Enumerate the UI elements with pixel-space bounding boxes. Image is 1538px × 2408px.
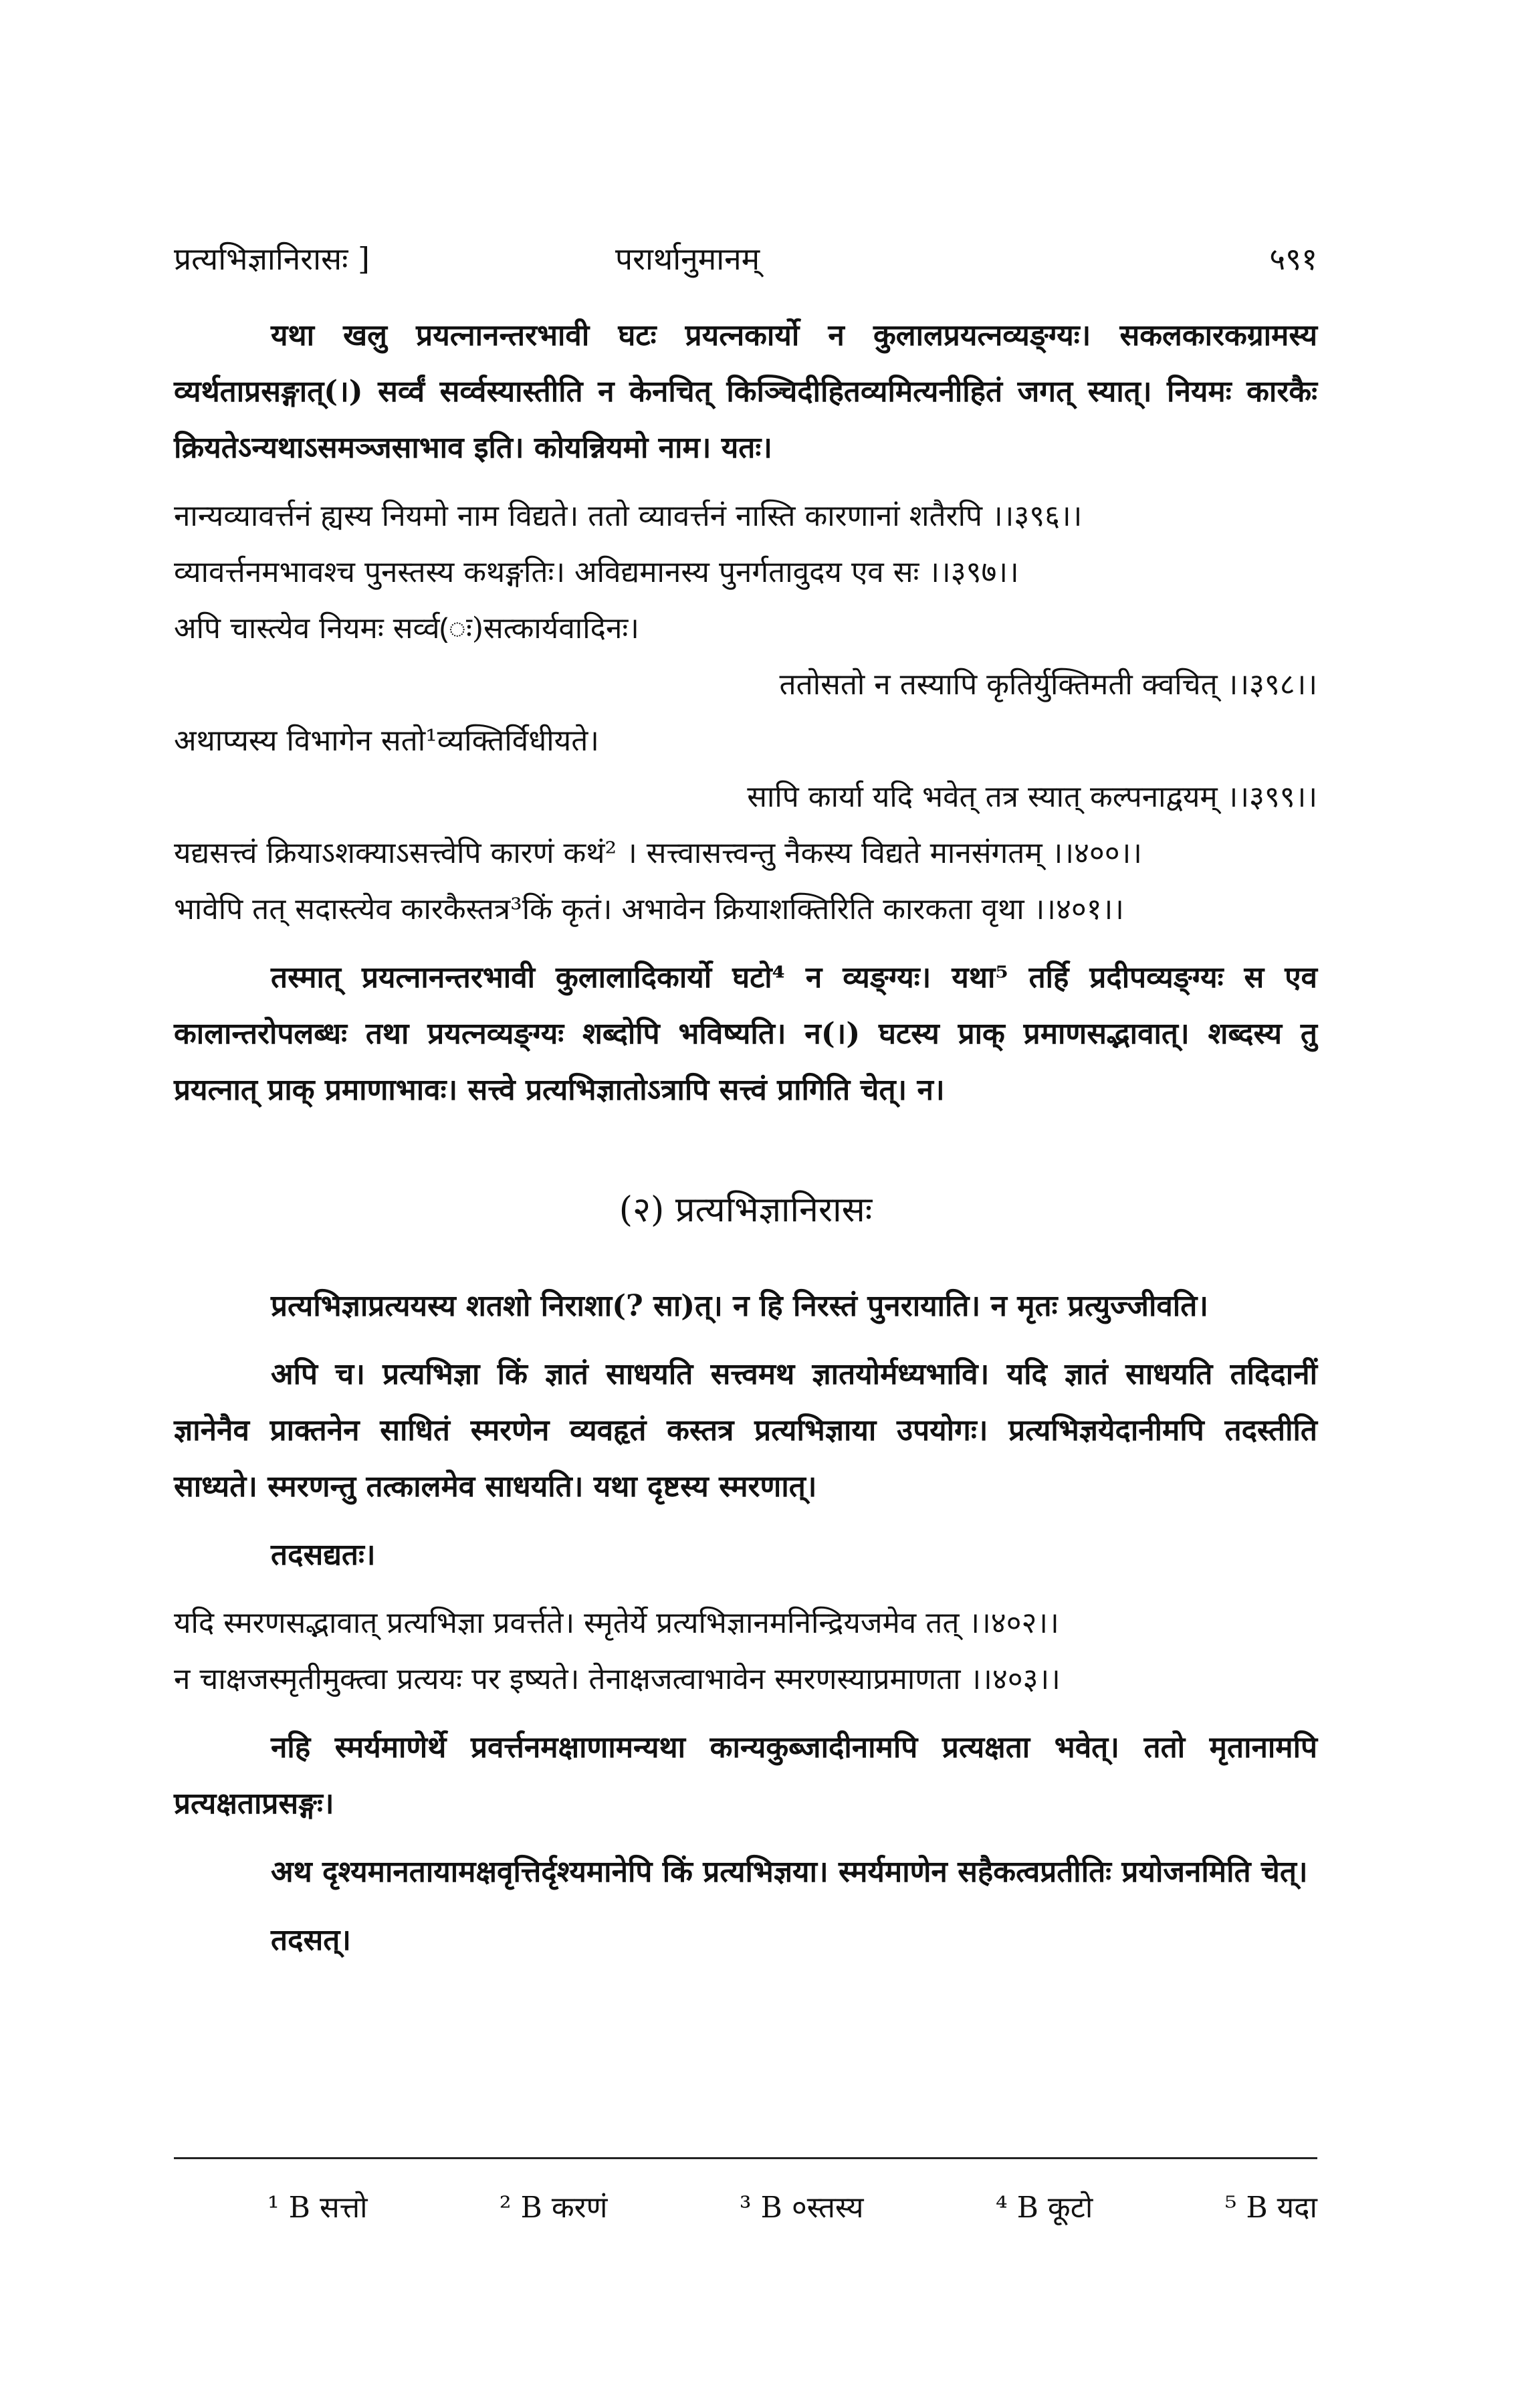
page-body <box>174 308 1317 1969</box>
footnotes <box>174 2157 1317 2226</box>
paragraph: तदसद्यतः। <box>271 1538 376 1572</box>
header-chapter: परार्थानुमानम् <box>615 241 760 277</box>
verse-line: यद्यसत्त्वं क्रियाऽशक्याऽसत्त्वेपि कारणं कथं² । सत्त्वासत्त्वन्तु नैकस्य विद्यते मानसंगतम् ।।४००।। <box>174 836 1142 870</box>
running-header <box>174 237 1317 284</box>
verse-line: सापि कार्या यदि भवेत् तत्र स्यात् कल्पनाद्वयम् ।।३९९।। <box>747 780 1317 814</box>
paragraph: अपि च। प्रत्यभिज्ञा किं ज्ञातं साधयति सत्त्वमथ ज्ञातयोर्मध्यभावि। यदि ज्ञातं साधयति तदिदानीं ज्ञानेनैव प्राक्तनेन साधितं स्मरणेन व्यवहृतं कस्तत्र प्रत्यभिज्ञाया उपयोगः। प्रत्यभिज्ञयेदानीमपि तदस्तीति साध्यते। स्मरणन्तु तत्कालमेव साधयति। यथा दृष्टस्य स्मरणात्। <box>174 1357 1317 1504</box>
footnote: ² B करणं <box>499 2191 608 2225</box>
paragraph: तदसत्। <box>271 1923 351 1957</box>
paragraph: अथ दृश्यमानतायामक्षवृत्तिर्दृश्यमानेपि किं प्रत्यभिज्ञया। स्मर्यमाणेन सहैकत्वप्रतीतिः प्रयोजनमिति चेत्। <box>271 1855 1308 1889</box>
page-number: ५९१ <box>1269 241 1317 277</box>
footnote: ⁴ B कूटो <box>995 2191 1093 2225</box>
verse-line: अथाप्यस्य विभागेन सतो¹व्यक्तिर्विधीयते। <box>174 724 599 758</box>
verse-line: व्यावर्त्तनमभावश्च पुनस्तस्य कथङ्गतिः। अविद्यमानस्य पुनर्गतावुदय एव सः ।।३९७।। <box>174 555 1019 589</box>
footnote: ³ B ०स्तस्य <box>739 2191 864 2225</box>
paragraph: नहि स्मर्यमाणेर्थे प्रवर्त्तनमक्षाणामन्यथा कान्यकुब्जादीनामपि प्रत्यक्षता भवेत्। ततो मृतानामपि प्रत्यक्षताप्रसङ्गः। <box>174 1730 1317 1821</box>
footnote: ¹ B सत्तो <box>267 2191 368 2225</box>
verse-line: अपि चास्त्येव नियमः सर्व्व(ः)सत्कार्यवादिनः। <box>174 611 639 645</box>
paragraph: प्रत्यभिज्ञाप्रत्ययस्य शतशो निराशा(? सा)त्। न हि निरस्तं पुनरायाति। न मृतः प्रत्युज्जीवति। <box>271 1289 1208 1323</box>
section-title: (२) प्रत्यभिज्ञानिरासः <box>619 1190 873 1230</box>
verse-line: यदि स्मरणसद्भावात् प्रत्यभिज्ञा प्रवर्त्तते। स्मृतेर्ये प्रत्यभिज्ञानमनिन्द्रियजमेव तत् ।।४०२।। <box>174 1606 1059 1640</box>
verse-line: न चाक्षजस्मृतीमुक्त्वा प्रत्ययः पर इष्यते। तेनाक्षजत्वाभावेन स्मरणस्याप्रमाणता ।।४०३।। <box>174 1662 1061 1696</box>
paragraph: तस्मात् प्रयत्नानन्तरभावी कुलालादिकार्यो घटो⁴ न व्यङ्ग्यः। यथा⁵ तर्हि प्रदीपव्यङ्ग्यः स एव कालान्तरोपलब्धः तथा प्रयत्नव्यङ्ग्यः शब्दोपि भविष्यति। न(।) घटस्य प्राक् प्रमाणसद्भावात्। शब्दस्य तु प्रयत्नात् प्राक् प्रमाणाभावः। सत्त्वे प्रत्यभिज्ञातोऽत्रापि सत्त्वं प्रागिति चेत्। न। <box>174 961 1317 1107</box>
paragraph: यथा खलु प्रयत्नानन्तरभावी घटः प्रयत्नकार्यो न कुलालप्रयत्नव्यङ्ग्यः। सकलकारकग्रामस्य व्यर्थताप्रसङ्गात्(।) सर्व्वं सर्व्वस्यास्तीति न केनचित् किञ्चिदीहितव्यमित्यनीहितं जगत् स्यात्। नियमः कारकैः क्रियतेऽन्यथाऽसमञ्जसाभाव इति। कोयन्नियमो नाम। यतः। <box>174 318 1317 465</box>
footnote: ⁵ B यदा <box>1224 2191 1317 2225</box>
verse-line: ततोसतो न तस्यापि कृतिर्युक्तिमती क्वचित् ।।३९८।। <box>779 668 1317 702</box>
verse-line: नान्यव्यावर्त्तनं ह्यस्य नियमो नाम विद्यते। ततो व्यावर्त्तनं नास्ति कारणानां शतैरपि ।।३९६।। <box>174 499 1083 533</box>
header-section: प्रत्यभिज्ञानिरासः ] <box>174 241 370 277</box>
verse-line: भावेपि तत् सदास्त्येव कारकैस्तत्र³किं कृतं। अभावेन क्रियाशक्तिरिति कारकता वृथा ।।४०१।। <box>174 892 1124 926</box>
